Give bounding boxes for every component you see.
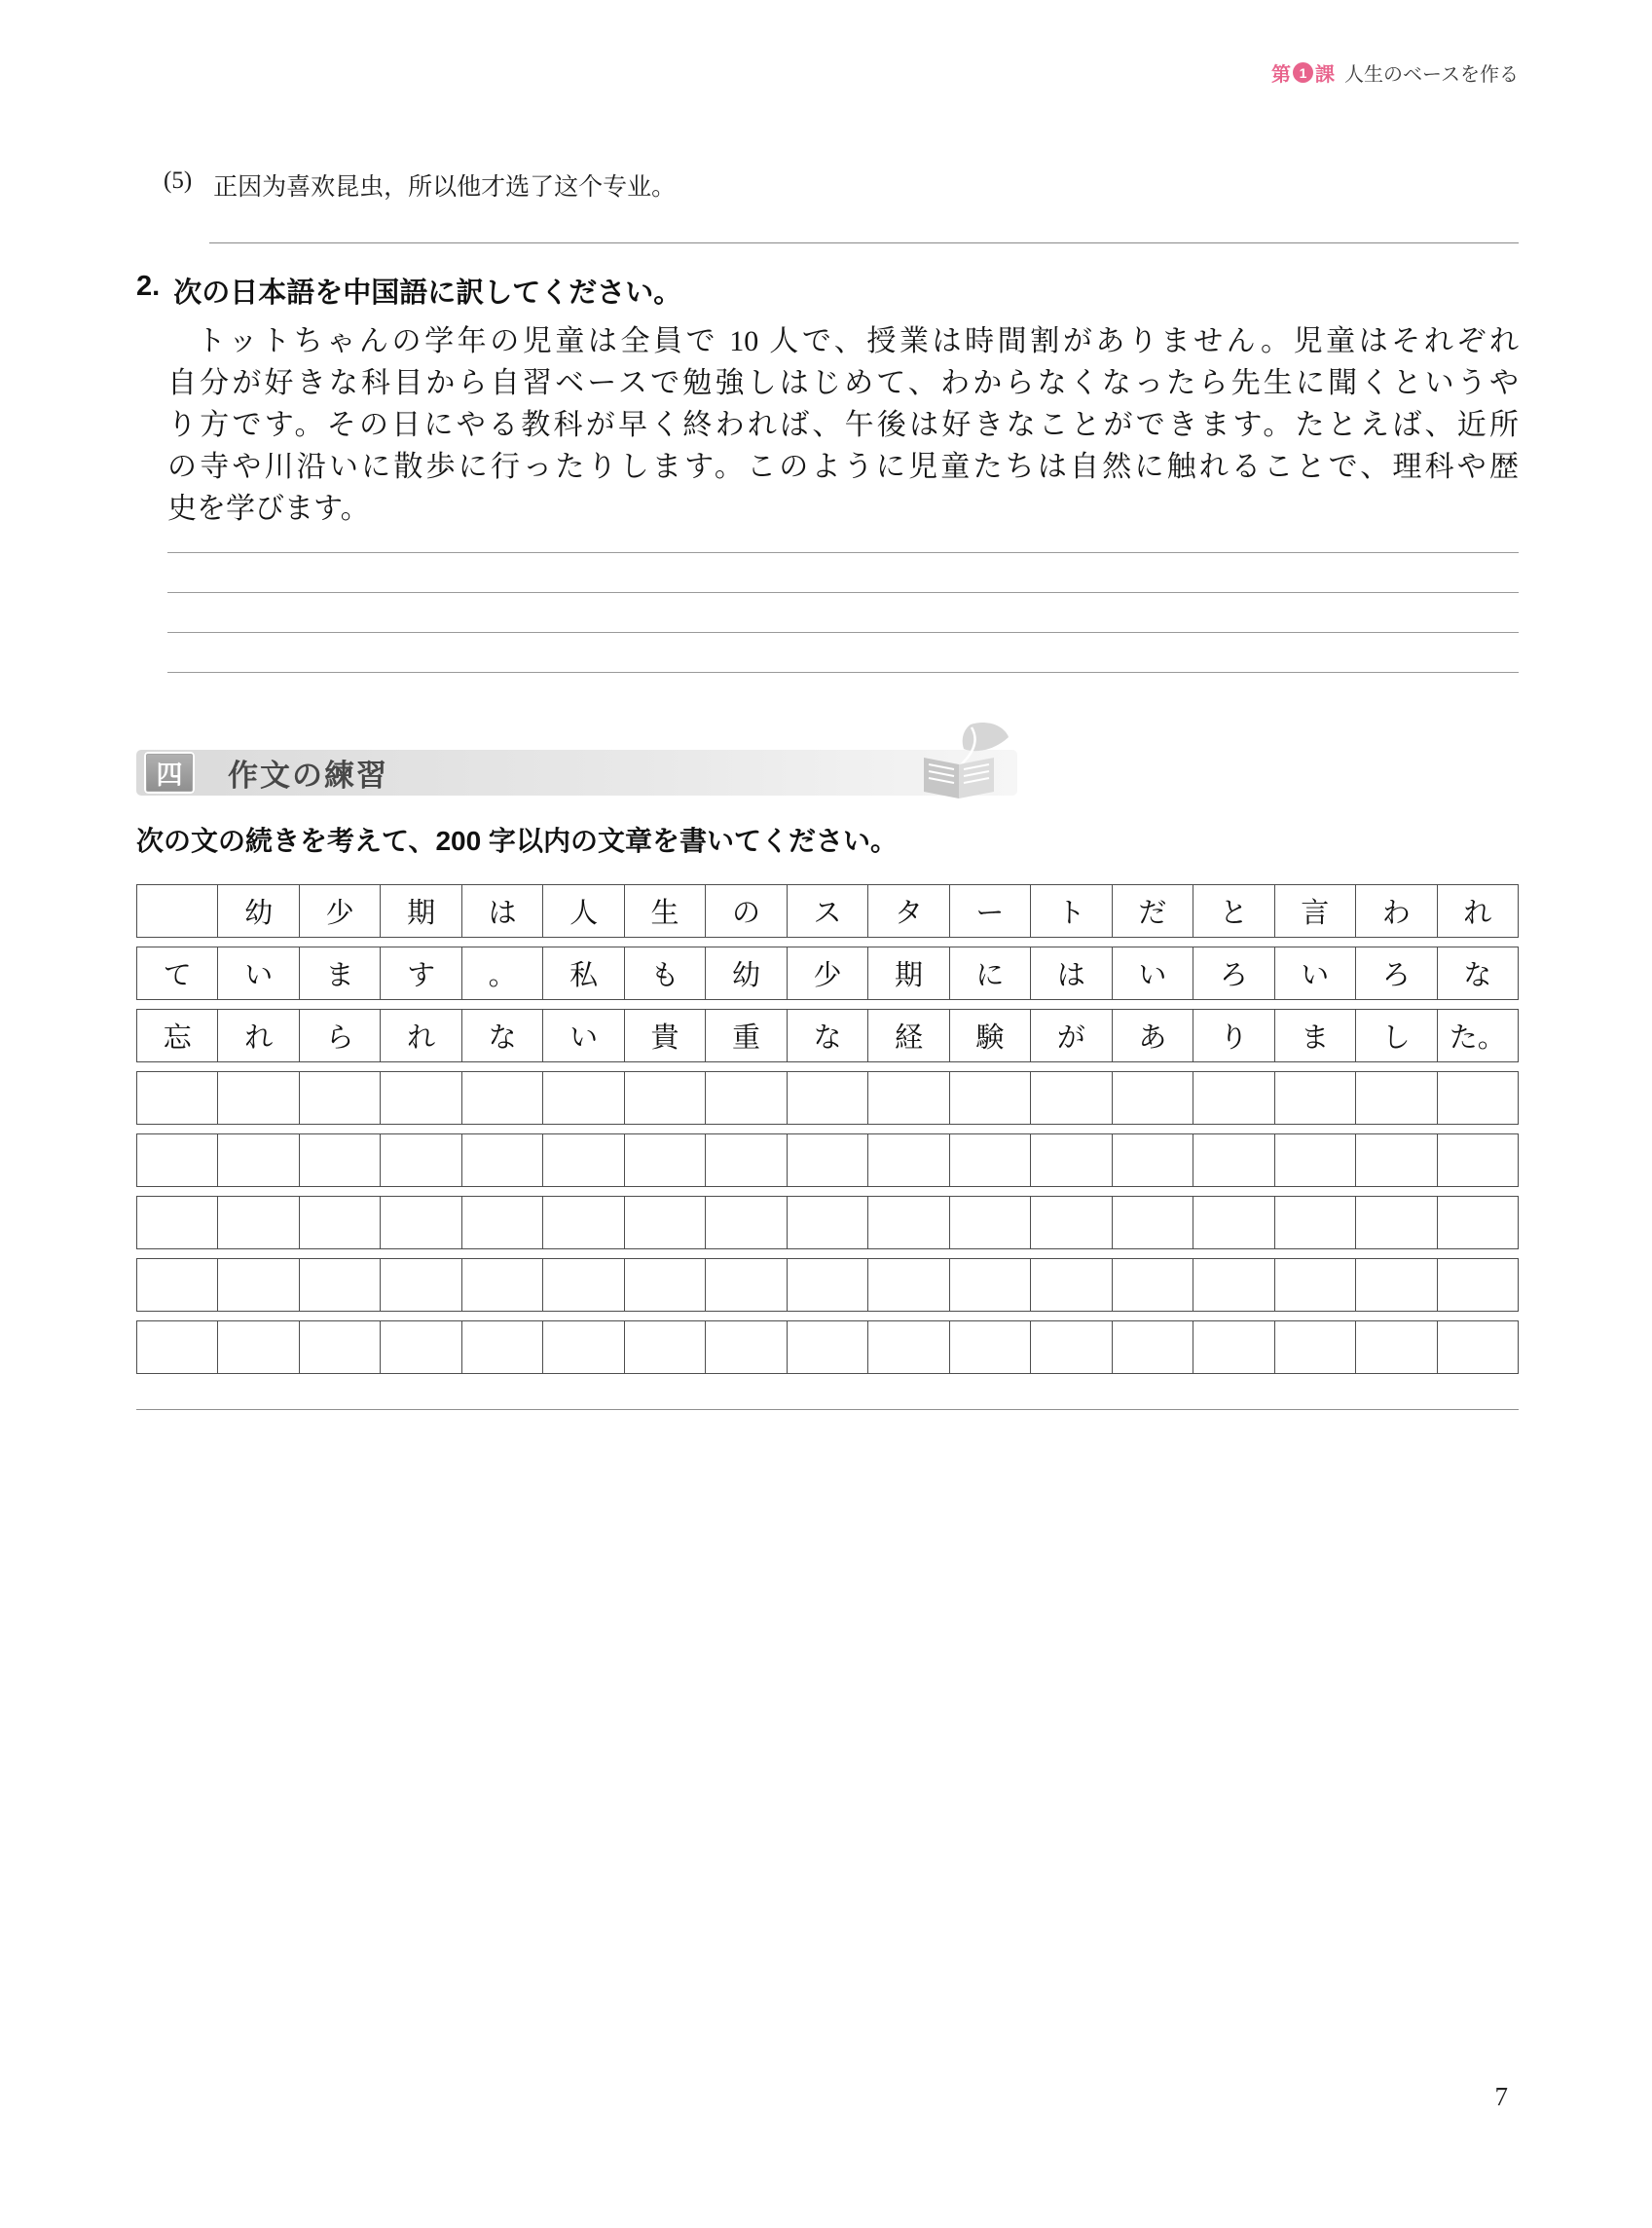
grid-cell [1355,1072,1436,1124]
grid-cell [787,1134,867,1186]
grid-cell [461,1321,542,1373]
grid-cell [380,1134,460,1186]
grid-cell [1030,1072,1111,1124]
grid-cell [299,1072,380,1124]
grid-cell: す [380,947,460,999]
grid-cell [787,1197,867,1248]
grid-cell: 。 [461,947,542,999]
grid-cell [217,1072,298,1124]
grid-cell [137,885,217,937]
lesson-badge-suffix: 課 [1315,64,1335,86]
grid-cell [624,1259,705,1311]
grid-cell: ら [299,1010,380,1061]
grid-cell: ト [1030,885,1111,937]
grid-cell: と [1193,885,1273,937]
grid-cell [1112,1134,1193,1186]
grid-cell: だ [1112,885,1193,937]
grid-cell [1274,1259,1355,1311]
grid-cell [867,1072,948,1124]
grid-cell: タ [867,885,948,937]
grid-cell: は [1030,947,1111,999]
grid-cell [1030,1259,1111,1311]
paragraph-line: 自分が好きな科目から自習ベースで勉強しはじめて、わからなくなったら先生に聞くというや [167,367,1519,399]
grid-cell [949,1134,1030,1186]
grid-cell: れ [217,1010,298,1061]
grid-cell: 重 [705,1010,786,1061]
grid-cell [1112,1197,1193,1248]
grid-cell [1355,1259,1436,1311]
grid-row [136,947,1519,1000]
paragraph-line: の寺や川沿いに散歩に行ったりします。このように児童たちは自然に触れることで、理科や歴 [167,451,1519,483]
paragraph-line: り方です。その日にやる教科が早く終われば、午後は好きなことができます。たとえば、近所 [167,409,1519,441]
grid-bottom-rule [136,1409,1519,1410]
grid-cell [624,1134,705,1186]
grid-cell [217,1321,298,1373]
grid-cell: 期 [867,947,948,999]
grid-cell [380,1321,460,1373]
grid-cell [137,1259,217,1311]
grid-row [136,1320,1519,1374]
grid-cell: 幼 [217,885,298,937]
grid-cell [461,1259,542,1311]
book-quill-icon [910,721,1011,802]
grid-cell [542,1134,623,1186]
grid-cell: 人 [542,885,623,937]
grid-cell: い [217,947,298,999]
grid-cell [1355,1321,1436,1373]
exercise-item-5 [164,167,676,203]
grid-cell [299,1321,380,1373]
grid-cell: て [163,960,192,991]
answer-line [167,553,1519,593]
grid-row [136,884,1519,938]
grid-cell [542,1197,623,1248]
grid-cell [137,1321,217,1373]
lesson-title: 人生のベースを作る [1344,64,1519,86]
lesson-number-circle: 1 [1293,62,1313,83]
answer-lines [167,513,1519,673]
grid-cell [1437,1321,1518,1373]
grid-cell [705,1072,786,1124]
grid-cell [1437,1197,1518,1248]
grid-cell [787,1321,867,1373]
grid-cell [1030,1134,1111,1186]
grid-cell [542,1259,623,1311]
grid-cell [1274,1321,1355,1373]
lesson-badge-prefix: 第 [1271,64,1291,86]
answer-line [167,513,1519,553]
grid-cell: わ [1355,885,1436,937]
grid-row [136,1071,1519,1125]
grid-cell [461,1197,542,1248]
grid-cell [949,1197,1030,1248]
writing-grid [136,884,1519,1383]
grid-cell [380,1197,460,1248]
grid-cell [542,1072,623,1124]
grid-cell [1355,1134,1436,1186]
grid-cell [1274,1197,1355,1248]
grid-cell: た。 [1437,1010,1518,1061]
grid-cell [1193,1072,1273,1124]
grid-cell [299,1259,380,1311]
grid-cell: の [705,885,786,937]
grid-cell: に [949,947,1030,999]
item-text: 正因为喜欢昆虫，所以他才选了这个专业。 [213,174,677,201]
grid-cell [461,1072,542,1124]
grid-cell [624,1197,705,1248]
grid-cell: ろ [1193,947,1273,999]
grid-cell [1437,1134,1518,1186]
page-number: 7 [1494,2082,1508,2111]
section4-bar [136,750,1017,796]
grid-cell: い [1112,947,1193,999]
grid-cell [787,1072,867,1124]
grid-cell: 少 [299,885,380,937]
grid-cell [949,1259,1030,1311]
grid-cell: な [787,1010,867,1061]
grid-cell: 幼 [705,947,786,999]
grid-cell [867,1197,948,1248]
grid-cell [380,1259,460,1311]
grid-cell: な [461,1010,542,1061]
grid-cell: り [1193,1010,1273,1061]
grid-cell: ろ [1355,947,1436,999]
grid-cell [705,1259,786,1311]
grid-cell: ま [1274,1010,1355,1061]
section2-number: 2. [136,271,161,302]
grid-cell [867,1134,948,1186]
grid-cell: 生 [624,885,705,937]
paragraph-line: トットちゃんの学年の児童は全員で 10 人で、授業は時間割がありません。児童はそれぞれ [197,325,1519,357]
grid-row [136,1196,1519,1249]
grid-cell [1112,1321,1193,1373]
grid-cell [1030,1197,1111,1248]
grid-cell [787,1259,867,1311]
grid-cell: ス [787,885,867,937]
grid-cell [705,1321,786,1373]
paragraph-line: 史を学びます。 [167,493,370,525]
grid-cell [299,1197,380,1248]
grid-cell [705,1134,786,1186]
grid-row [136,1258,1519,1312]
section2-title: 次の日本語を中国語に訳してください。 [173,278,682,309]
grid-cell: 少 [787,947,867,999]
grid-cell: ー [949,885,1030,937]
grid-cell: 験 [949,1010,1030,1061]
grid-cell [1274,1134,1355,1186]
grid-row [136,1009,1519,1062]
grid-cell [705,1197,786,1248]
grid-cell [299,1134,380,1186]
grid-cell: な [1437,947,1518,999]
answer-line [167,593,1519,633]
lesson-badge [1271,58,1335,87]
grid-cell [1355,1197,1436,1248]
grid-cell: れ [1437,885,1518,937]
grid-cell [949,1072,1030,1124]
grid-cell [867,1321,948,1373]
answer-line [167,633,1519,673]
grid-cell [1193,1259,1273,1311]
page-header [1271,58,1519,87]
grid-cell [380,1072,460,1124]
grid-cell [217,1259,298,1311]
grid-cell [1030,1321,1111,1373]
grid-cell: い [1274,947,1355,999]
grid-cell: は [461,885,542,937]
grid-cell: 私 [542,947,623,999]
grid-cell: 経 [867,1010,948,1061]
grid-cell [1437,1072,1518,1124]
grid-cell [137,1072,217,1124]
grid-cell [949,1321,1030,1373]
grid-cell [1112,1259,1193,1311]
grid-cell [1193,1197,1273,1248]
grid-cell [1274,1072,1355,1124]
grid-cell: れ [380,1010,460,1061]
grid-cell [624,1321,705,1373]
grid-row [136,1133,1519,1187]
grid-cell: あ [1112,1010,1193,1061]
grid-cell [624,1072,705,1124]
grid-cell [217,1134,298,1186]
grid-cell: し [1355,1010,1436,1061]
grid-cell: ま [299,947,380,999]
grid-cell [1112,1072,1193,1124]
item5-answer-line [209,242,1519,243]
grid-cell: 貴 [624,1010,705,1061]
grid-cell: 忘 [163,1022,192,1054]
translation-paragraph [167,320,1519,530]
grid-cell [461,1134,542,1186]
grid-cell: も [624,947,705,999]
grid-cell [867,1259,948,1311]
grid-cell: が [1030,1010,1111,1061]
grid-cell: い [542,1010,623,1061]
grid-cell: 言 [1274,885,1355,937]
composition-instruction: 次の文の続きを考えて、200 字以内の文章を書いてください。 [136,826,898,856]
grid-cell: 期 [380,885,460,937]
grid-cell [137,1134,217,1186]
grid-cell [1193,1134,1273,1186]
section4-title: 作文の練習 [228,759,388,793]
grid-cell [1437,1259,1518,1311]
section4-number-box: 四 [144,752,195,794]
grid-cell [1193,1321,1273,1373]
grid-cell [542,1321,623,1373]
grid-cell [137,1197,217,1248]
item-number: (5) [164,167,193,194]
grid-cell [217,1197,298,1248]
section2-heading [136,271,681,311]
